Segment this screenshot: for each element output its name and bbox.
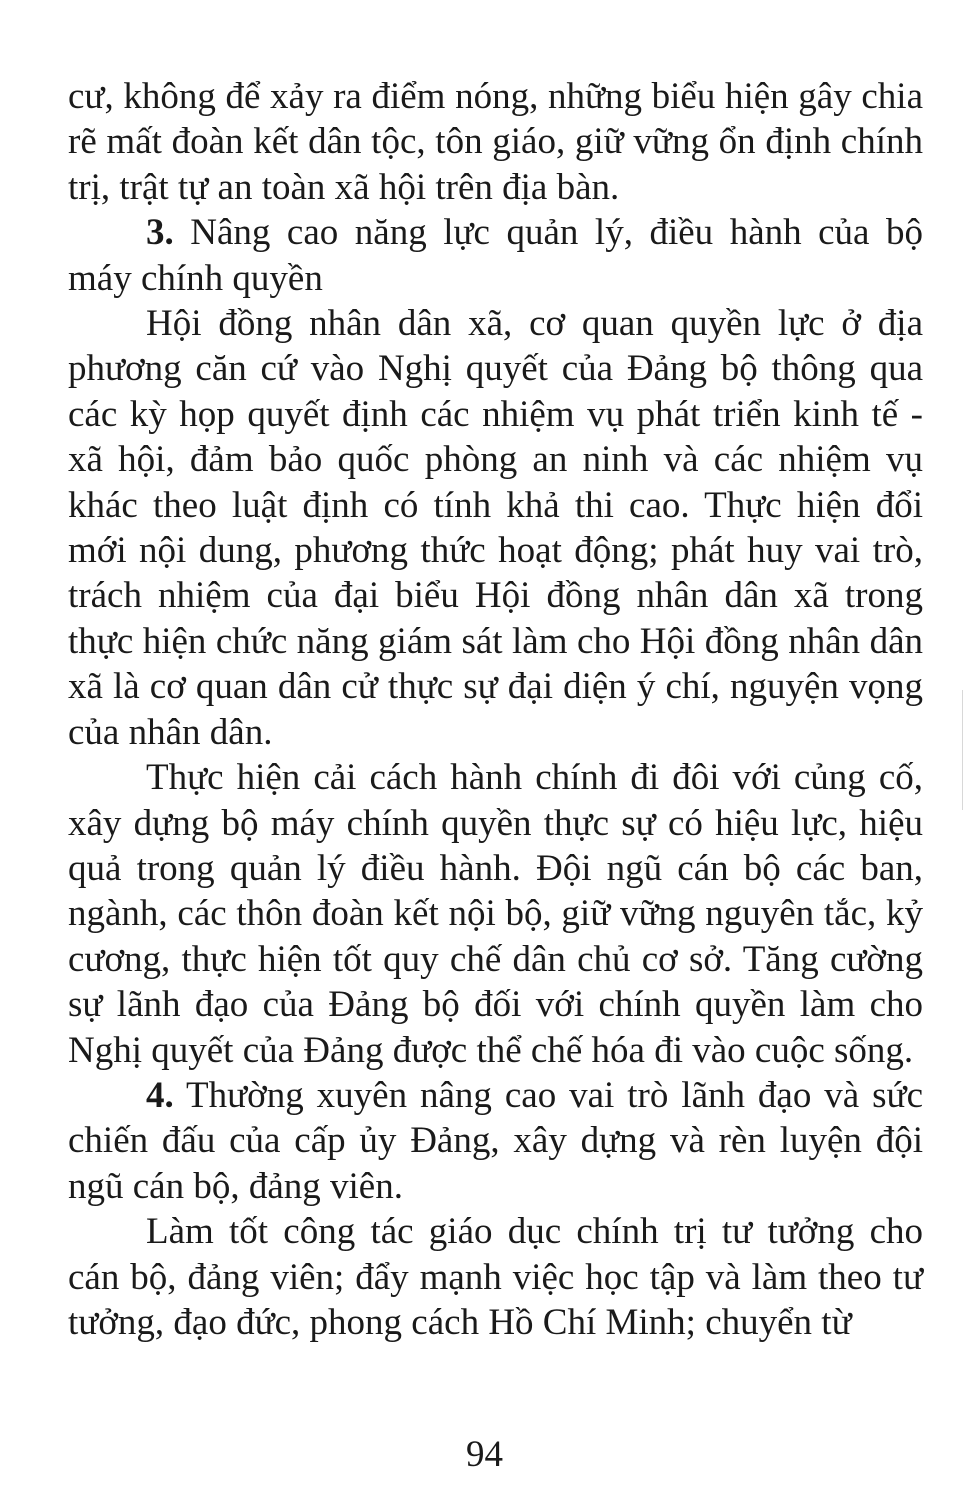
- paragraph-giao-duc: [68, 1209, 923, 1345]
- paragraph-text: cư, không để xảy ra điểm nóng, những biểu hiện gây chia rẽ mất đoàn kết dân tộc, tôn giáo, giữ vững ổn định chính trị, trật tự an toàn xã hội trên địa bàn.: [68, 76, 923, 208]
- page-number: 94: [466, 1434, 503, 1475]
- page-edge-mark: [962, 690, 963, 810]
- section-heading-3: [68, 210, 923, 301]
- section-number: 3.: [146, 212, 174, 254]
- paragraph-text: Làm tốt công tác giáo dục chính trị tư tưởng cho cán bộ, đảng viên; đẩy mạnh việc học tập và làm theo tư tưởng, đạo đức, phong cách Hồ Chí Minh; chuyển từ: [68, 1211, 923, 1343]
- section-heading-4: [68, 1073, 923, 1209]
- section-title: Thường xuyên nâng cao vai trò lãnh đạo và sức chiến đấu của cấp ủy Đảng, xây dựng và rèn luyện đội ngũ cán bộ, đảng viên.: [68, 1074, 923, 1207]
- section-number: 4.: [146, 1074, 174, 1116]
- paragraph-text: Thực hiện cải cách hành chính đi đôi với củng cố, xây dựng bộ máy chính quyền thực sự có hiệu lực, hiệu quả trong quản lý điều hành. Đội ngũ cán bộ các ban, ngành, các thôn đoàn kết nội bộ, giữ vững nguyên tắc, kỷ cương, thực hiện tốt quy chế dân chủ cơ sở. Tăng cường sự lãnh đạo của Đảng bộ đối với chính quyền làm cho Nghị quyết của Đảng được thể chế hóa đi vào cuộc sống.: [68, 757, 923, 1071]
- paragraph-continuation: [68, 74, 923, 210]
- paragraph-hoi-dong: [68, 301, 923, 755]
- body-text: [68, 74, 923, 1345]
- paragraph-text: Hội đồng nhân dân xã, cơ quan quyền lực ở địa phương căn cứ vào Nghị quyết của Đảng bộ thông qua các kỳ họp quyết định các nhiệm vụ phát triển kinh tế - xã hội, đảm bảo quốc phòng an ninh và các nhiệm vụ khác theo luật định có tính khả thi cao. Thực hiện đổi mới nội dung, phương thức hoạt động; phát huy vai trò, trách nhiệm của đại biểu Hội đồng nhân dân xã trong thực hiện chức năng giám sát làm cho Hội đồng nhân dân xã là cơ quan dân cử thực sự đại diện ý chí, nguyện vọng của nhân dân.: [68, 303, 923, 753]
- section-title: Nâng cao năng lực quản lý, điều hành của bộ máy chính quyền: [68, 212, 923, 299]
- paragraph-cai-cach: [68, 755, 923, 1073]
